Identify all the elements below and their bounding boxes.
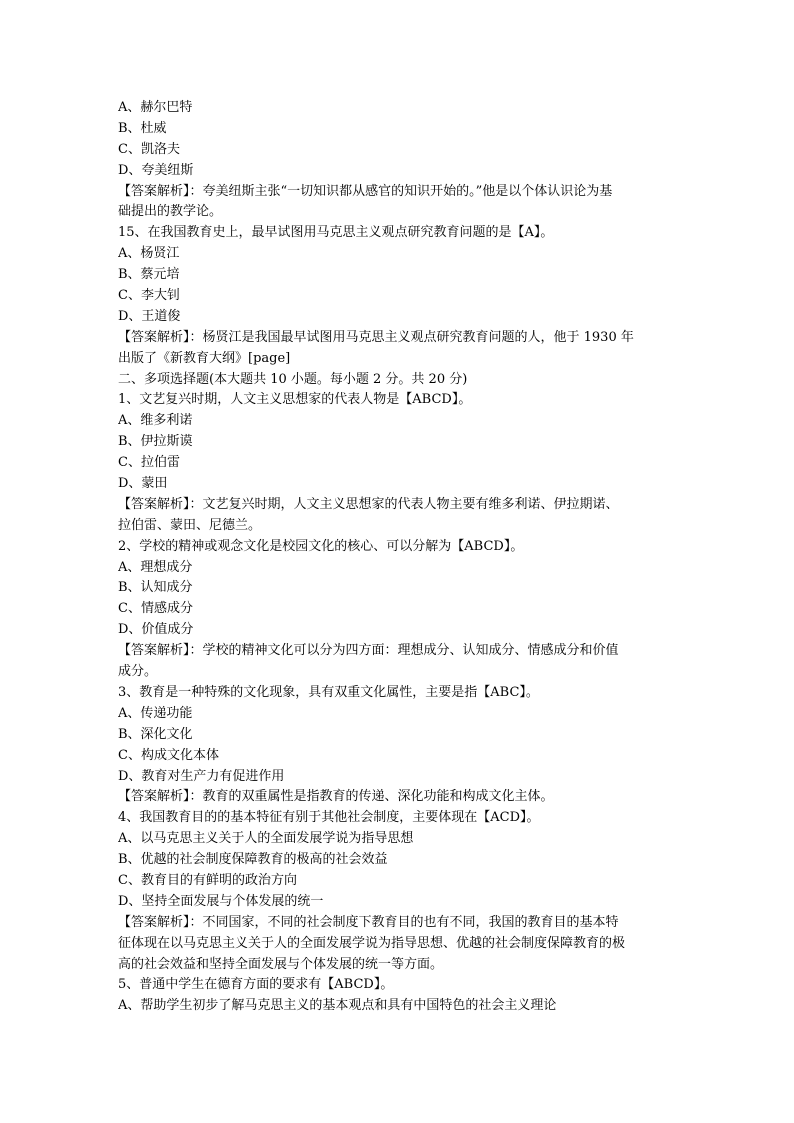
- text-line: 【答案解析】：文艺复兴时期，人文主义思想家的代表人物主要有维多利诺、伊拉期诺、: [118, 496, 619, 512]
- text-line: B、认知成分: [118, 580, 193, 596]
- text-line: D、坚持全面发展与个体发展的统一: [118, 893, 324, 909]
- text-line: A、维多利诺: [118, 413, 193, 429]
- text-line: A、帮助学生初步了解马克思主义的基本观点和具有中国特色的社会主义理论: [118, 998, 557, 1014]
- text-line: D、蒙田: [118, 476, 168, 492]
- text-line: B、蔡元培: [118, 267, 180, 283]
- text-line: B、优越的社会制度保障教育的极高的社会效益: [118, 852, 388, 868]
- text-line: A、理想成分: [118, 559, 193, 575]
- text-line: 高的社会效益和坚持全面发展与个体发展的统一等方面。: [118, 956, 444, 972]
- text-line: C、情感成分: [118, 601, 193, 617]
- text-line: C、拉伯雷: [118, 455, 180, 471]
- text-line: D、王道俊: [118, 308, 181, 324]
- text-line: 4、我国教育目的的基本特征有别于其他社会制度，主要体现在【ACD】。: [118, 810, 540, 826]
- text-line: 【答案解析】：杨贤江是我国最早试图用马克思主义观点研究教育问题的人，他于 1930 年: [118, 329, 634, 345]
- text-line: 【答案解析】：教育的双重属性是指教育的传递、深化功能和构成文化主体。: [118, 789, 554, 805]
- text-line: 征体现在以马克思主义关于人的全面发展学说为指导思想、优越的社会制度保障教育的极: [118, 935, 626, 951]
- text-line: 【答案解析】：不同国家，不同的社会制度下教育目的也有不同，我国的教育目的基本特: [118, 914, 619, 930]
- text-line: D、夸美纽斯: [118, 162, 194, 178]
- text-line: 15、在我国教育史上，最早试图用马克思主义观点研究教育问题的是【A】。: [118, 225, 554, 241]
- text-line: 出版了《新教育大纲》[page]: [118, 350, 291, 366]
- text-line: 【答案解析】：学校的精神文化可以分为四方面：理想成分、认知成分、情感成分和价值: [118, 643, 619, 659]
- text-line: 成分。: [118, 664, 158, 680]
- text-line: 3、教育是一种特殊的文化现象，具有双重文化属性，主要是指【ABC】。: [118, 684, 539, 700]
- text-line: B、深化文化: [118, 726, 193, 742]
- text-line: C、凯洛夫: [118, 141, 180, 157]
- text-line: 拉伯雷、蒙田、尼德兰。: [118, 517, 262, 533]
- text-line: 1、文艺复兴时期，人文主义思想家的代表人物是【ABCD】。: [118, 392, 472, 408]
- document-page: [118, 98, 678, 1017]
- text-line: D、教育对生产力有促进作用: [118, 768, 285, 784]
- text-line: 础提出的教学论。: [118, 204, 223, 220]
- text-line: 2、学校的精神或观念文化是校园文化的核心、可以分解为【ABCD】。: [118, 538, 524, 554]
- text-line: C、构成文化本体: [118, 747, 219, 763]
- text-line: 5、普通中学生在德育方面的要求有【ABCD】。: [118, 977, 394, 993]
- text-line: D、价值成分: [118, 622, 194, 638]
- text-line: C、教育目的有鲜明的政治方向: [118, 872, 297, 888]
- text-line: 二、多项选择题(本大题共 10 小题。每小题 2 分。共 20 分): [118, 371, 468, 387]
- text-line: B、伊拉斯谟: [118, 434, 193, 450]
- text-line: 【答案解析】：夸美纽斯主张“一切知识都从感官的知识开始的。”他是以个体认识论为基: [118, 183, 613, 199]
- text-line: B、杜威: [118, 120, 167, 136]
- text-line: C、李大钊: [118, 288, 180, 304]
- text-line: A、杨贤江: [118, 246, 180, 262]
- text-line: A、赫尔巴特: [118, 100, 193, 115]
- text-line: A、传递功能: [118, 705, 193, 721]
- text-line: A、以马克思主义关于人的全面发展学说为指导思想: [118, 831, 414, 847]
